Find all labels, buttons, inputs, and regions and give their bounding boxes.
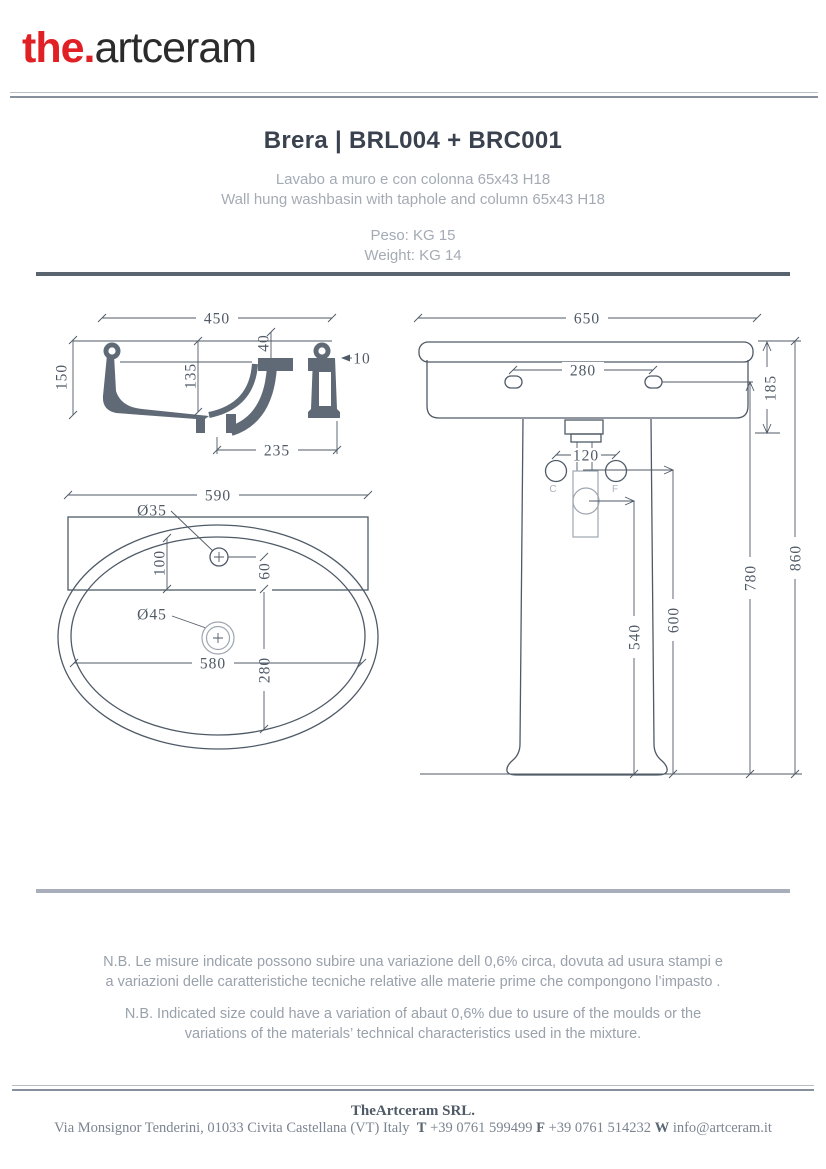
footer-fax: +39 0761 514232 [548, 1120, 652, 1136]
dim-600: 600 [665, 606, 683, 634]
dim-780: 780 [742, 564, 760, 592]
dim-10: 10 [353, 350, 371, 368]
footer-phone-label: T [416, 1120, 427, 1136]
pedestal-outline [507, 419, 667, 775]
footer-address: Via Monsignor Tenderini, 01033 Civita Castellana (VT) Italy [54, 1120, 410, 1136]
footer-web-label: W [654, 1120, 670, 1136]
trap-box-outline [573, 471, 598, 537]
mount-hole-left [505, 376, 522, 388]
dim-860: 860 [787, 544, 805, 572]
dim-540: 540 [626, 623, 644, 651]
dim-120: 120 [572, 447, 600, 465]
basin-back-section [209, 364, 255, 415]
label-f: F [611, 484, 619, 495]
brand-logo-the: the. [22, 24, 95, 72]
side-section-view [53, 310, 370, 459]
front-view [414, 310, 804, 778]
drain-leader [172, 616, 206, 628]
left-rim-hole [108, 347, 115, 354]
dim-taphole-diameter: Ø35 [137, 502, 167, 520]
footer-email: info@artceram.it [672, 1120, 772, 1136]
footer-company: TheArtceram SRL. [350, 1103, 476, 1119]
note-italian-line1: N.B. Le misure indicate possono subire una variazione dell 0,6% circa, dovuta ad usura stampi e [103, 954, 723, 970]
right-rim-hole [318, 347, 325, 354]
cold-water-hole [546, 461, 567, 482]
footer-divider [12, 1085, 814, 1091]
footer-phone: +39 0761 599499 [430, 1120, 533, 1136]
dim-650: 650 [573, 310, 601, 328]
mount-hole-right [645, 376, 662, 388]
footer-fax-label: F [536, 1120, 545, 1136]
dim-235: 235 [263, 442, 291, 460]
brand-logo-artceram: artceram [94, 24, 257, 72]
dim-580: 580 [199, 655, 227, 673]
dim-ticks-top [64, 491, 372, 733]
basin-lip-outline [419, 342, 753, 362]
page-title: Brera | BRL004 + BRC001 [263, 127, 563, 154]
note-italian-line2: a variazioni delle caratteristiche tecniche relative alle materie prime che compongono l’impasto . [105, 974, 721, 990]
taphole-cross [214, 552, 224, 562]
note-italian [0, 952, 826, 992]
tap-recess-inner [571, 434, 601, 442]
note-english [0, 1004, 826, 1044]
dim-100: 100 [151, 549, 169, 577]
footer-address-line [0, 1120, 826, 1137]
label-c: C [549, 484, 557, 495]
subtitle-italian: Lavabo a muro e con colonna 65x43 H18 [275, 171, 551, 188]
note-english-line1: N.B. Indicated size could have a variation of abaut 0,6% due to usure of the moulds or the [124, 1006, 702, 1022]
section-divider-bottom [36, 889, 790, 893]
tap-recess-outer [565, 420, 603, 434]
dim-135: 135 [182, 362, 200, 390]
dim-150: 150 [53, 363, 71, 391]
weight-english: Weight: KG 14 [364, 247, 462, 264]
weight-italian: Peso: KG 15 [370, 227, 456, 244]
top-view [58, 487, 378, 749]
wall-bracket-slot [319, 372, 331, 406]
dim-10-arrow [341, 355, 350, 362]
hot-water-hole [606, 461, 627, 482]
dim-drain-diameter: Ø45 [137, 606, 167, 624]
back-ledge-outline [68, 517, 368, 590]
dim-590: 590 [204, 487, 232, 505]
dim-450: 450 [203, 310, 231, 328]
dim-280-top: 280 [256, 656, 274, 684]
dim-ticks-front [414, 314, 799, 778]
dim-280-holes: 280 [569, 362, 597, 380]
note-english-line2: variations of the materials’ technical characteristics used in the mixture. [184, 1026, 642, 1042]
rim-bar-left [258, 358, 293, 371]
dim-60: 60 [256, 562, 274, 580]
subtitle-english: Wall hung washbasin with taphole and column 65x43 H18 [221, 191, 605, 208]
drain-cross [213, 633, 223, 643]
dim-185: 185 [762, 374, 780, 402]
dim-40: 40 [255, 334, 273, 352]
